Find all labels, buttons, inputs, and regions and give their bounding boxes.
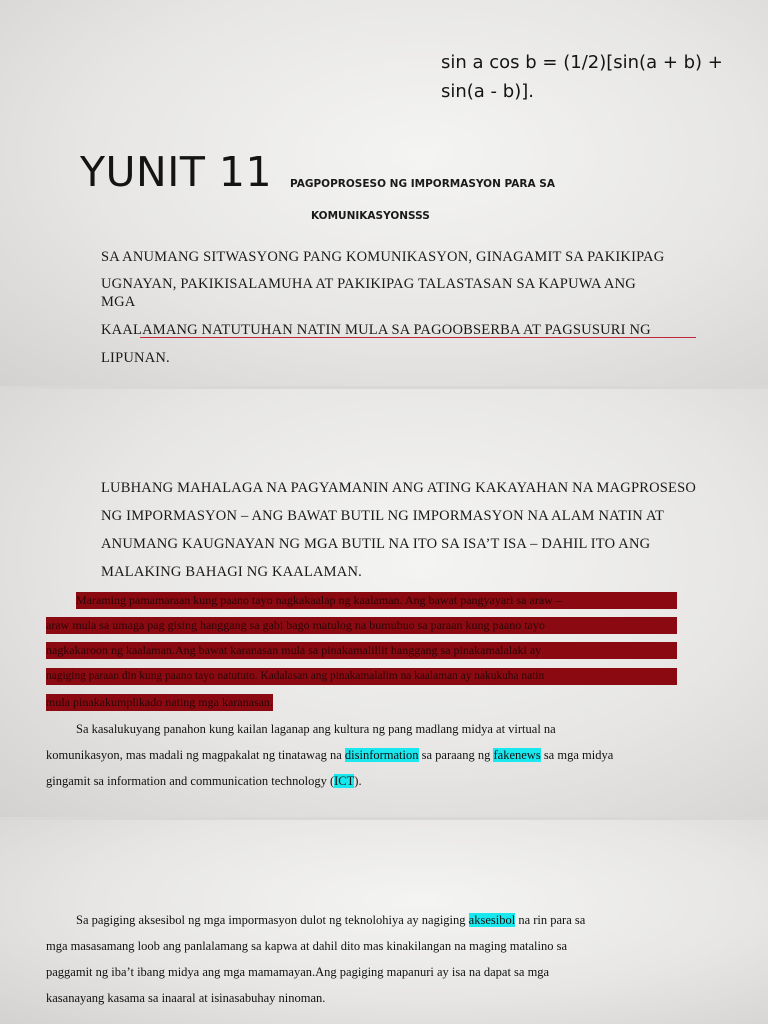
body-line: KAALAMANG NATUTUHAN NATIN MULA SA PAGOOBSERBA AT PAGSUSURI NG [101, 322, 651, 338]
paragraph-line [46, 748, 613, 763]
highlight-ict: ICT [334, 774, 355, 788]
highlighted-line: Maraming pamamaraan kung paano tayo nagkakaalap ng kaalaman. Ang bawat pangyayari sa araw – [76, 592, 677, 609]
highlighted-line: mula pinakakumplikado nating mga karanasan. [46, 695, 273, 709]
body-line: MGA [101, 294, 136, 310]
body-line: UGNAYAN, PAKIKISALAMUHA AT PAKIKIPAG TALASTASAN SA KAPUWA ANG [101, 276, 636, 292]
text-segment: sa paraang ng [418, 748, 494, 762]
paragraph-line: kasanayang kasama sa inaaral at isinasabuhay ninoman. [46, 991, 326, 1005]
text-segment: gingamit sa information and communication technology ( [46, 774, 335, 788]
formula-text: sin a cos b = (1/2)[sin(a + b) + sin(a - b)]. [441, 52, 723, 102]
slide-subtitle-line-2: KOMUNIKASYONSSS [311, 210, 430, 222]
highlighted-line: nagiging paraan din kung paano tayo natututo. Kadalasan ang pinakamalalim na kaalaman ay nakukuha natin [46, 668, 677, 685]
paragraph-line: Sa kasalukuyang panahon kung kailan laganap ang kultura ng pang madlang midya at virtual na [76, 722, 556, 736]
text-segment: komunikasyon, mas madali ng magpakalat ng tinatawag na [46, 748, 345, 762]
body-line: SA ANUMANG SITWASYONG PANG KOMUNIKASYON, GINAGAMIT SA PAKIKIPAG [101, 249, 665, 265]
red-underline [140, 337, 696, 338]
slide-3 [0, 820, 768, 1024]
body-line: NG IMPORMASYON – ANG BAWAT BUTIL NG IMPORMASYON NA ALAM NATIN AT [101, 508, 665, 524]
highlighted-line: araw mula sa umaga pag gising hanggang sa gabi bago matulog na bumubuo sa paraan kung paano tayo [46, 617, 677, 634]
body-line: ANUMANG KAUGNAYAN NG MGA BUTIL NA ITO SA ISA’T ISA – DAHIL ITO ANG [101, 536, 651, 552]
paragraph-line: paggamit ng iba’t ibang midya ang mga mamamayan.Ang pagiging mapanuri ay isa na dapat sa mga [46, 965, 550, 979]
text-segment: Sa pagiging aksesibol ng mga impormasyon dulot ng teknolohiya ay nagiging [76, 913, 469, 927]
highlight-aksesibol: aksesibol [468, 913, 516, 927]
text-segment: na rin para sa [515, 913, 586, 927]
body-line: LIPUNAN. [101, 350, 170, 366]
highlight-fakenews: fakenews [493, 748, 541, 762]
text-segment: ). [354, 774, 362, 788]
slide-2 [0, 389, 768, 817]
slide-subtitle-line-1: PAGPOPROSESO NG IMPORMASYON PARA SA [290, 178, 555, 190]
paragraph-line [76, 913, 585, 928]
slide-1 [0, 0, 768, 386]
body-line: MALAKING BAHAGI NG KAALAMAN. [101, 564, 362, 580]
slide-title: YUNIT 11 [80, 148, 273, 196]
highlighted-line: nagkakaroon ng kaalaman.Ang bawat karanasan mula sa pinakamaliliit hanggang sa pinakamalalaki ay [46, 642, 677, 659]
paragraph-line [46, 774, 362, 789]
paragraph-line: mga masasamang loob ang panlalamang sa kapwa at dahil dito mas kinakilangan na maging matalino sa [46, 939, 568, 953]
text-segment: sa mga midya [540, 748, 614, 762]
body-line: LUBHANG MAHALAGA NA PAGYAMANIN ANG ATING KAKAYAHAN NA MAGPROSESO [101, 480, 697, 496]
highlight-disinformation: disinformation [344, 748, 419, 762]
